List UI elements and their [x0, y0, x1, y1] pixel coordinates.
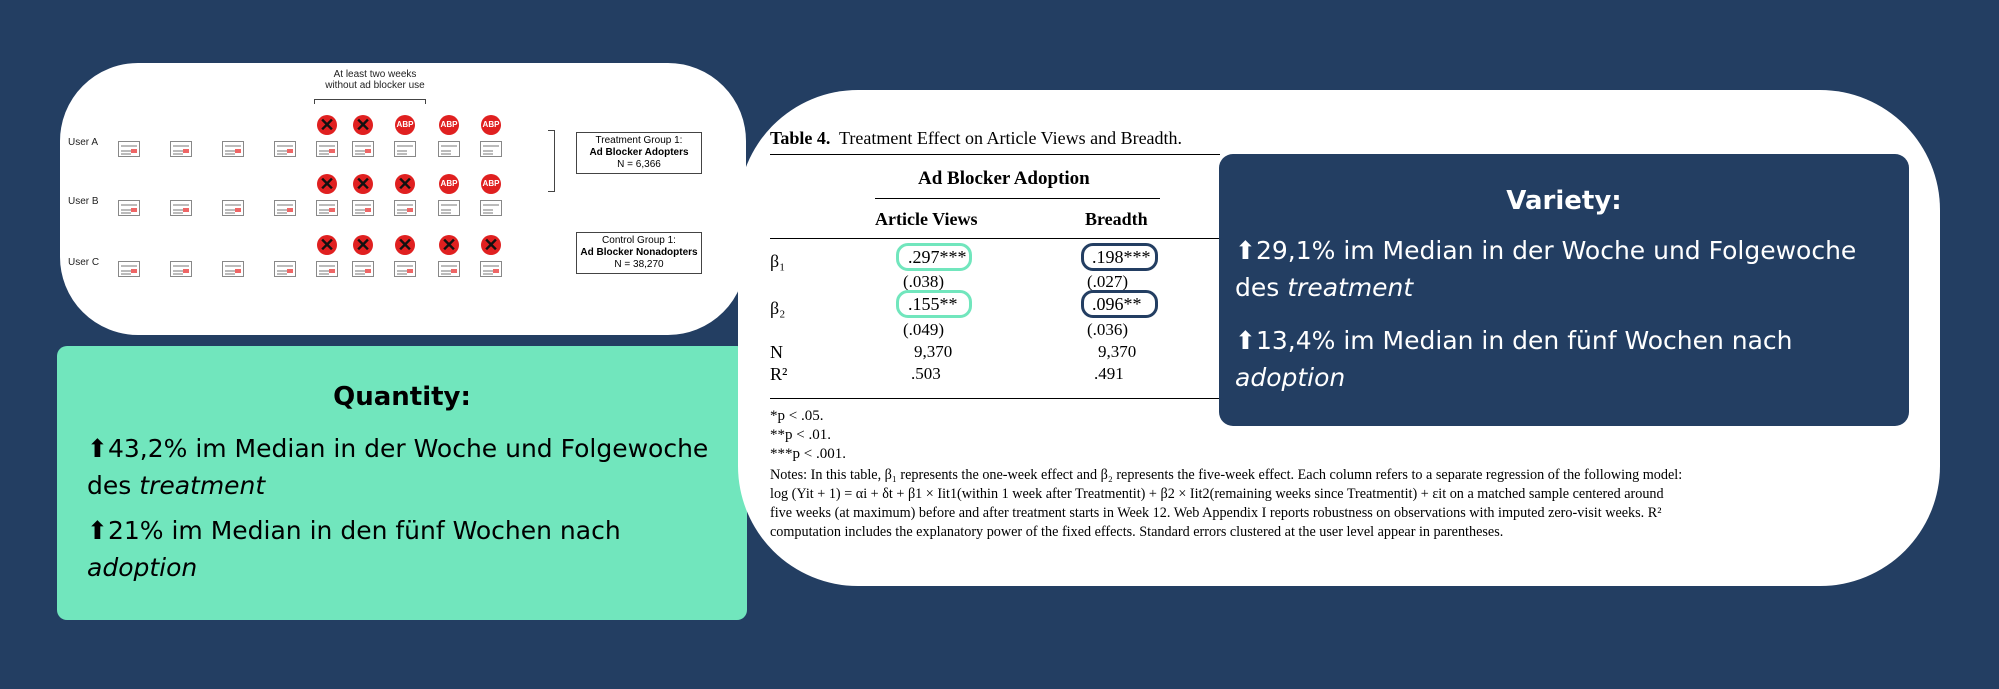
ad-blocker-off-icon	[353, 174, 373, 194]
web-page-icon	[352, 200, 374, 216]
notes-line-4: computation includes the explanatory power of the fixed effects. Standard errors clustered at the user level appear in parentheses.	[770, 524, 1504, 540]
control-line2: Ad Blocker Nonadopters	[580, 247, 698, 258]
study-design-diagram	[58, 61, 748, 337]
web-page-icon	[170, 141, 192, 157]
ad-blocker-off-icon	[481, 235, 501, 255]
beta2-breadth: .096**	[1092, 294, 1142, 314]
rule-bottom	[770, 398, 1220, 399]
web-page-icon	[480, 141, 502, 157]
web-page-icon	[316, 141, 338, 157]
notes-line-1: Notes: In this table, β₁ represents the one-week effect and β₂ represents the five-week effect. Each column refers to a separate regression of the following model:	[770, 467, 1683, 483]
web-page-icon	[316, 261, 338, 277]
beta2-se-article-views: (.049)	[903, 320, 945, 339]
n-article-views: 9,370	[914, 342, 953, 361]
r2-article-views: .503	[911, 364, 941, 383]
web-page-icon	[480, 200, 502, 216]
sig-3: ***p < .001.	[770, 446, 846, 462]
abp-sign-icon: ABP	[439, 174, 459, 194]
web-page-icon	[170, 200, 192, 216]
web-page-icon	[118, 200, 140, 216]
variety-b1-main: ⬆29,1% im Median in der Woche und Folgewoche	[1235, 236, 1857, 265]
abp-sign-icon: ABP	[439, 115, 459, 135]
web-page-icon	[480, 261, 502, 277]
variety-b1-cont: des	[1235, 273, 1288, 302]
rule-group	[875, 198, 1160, 199]
ad-blocker-off-icon	[317, 235, 337, 255]
ad-blocker-off-icon	[317, 115, 337, 135]
abp-sign-icon: ABP	[481, 115, 501, 135]
web-page-icon	[438, 261, 460, 277]
diagram-note-line1: At least two weeks	[333, 69, 417, 80]
bracket-top	[314, 99, 426, 104]
variety-bullet-1	[1235, 232, 1856, 306]
web-page-icon	[438, 200, 460, 216]
quantity-b1-italic: treatment	[139, 471, 266, 500]
variety-title: Variety:	[1506, 186, 1622, 216]
variety-bullet-2	[1235, 322, 1793, 396]
quantity-bullet-2	[87, 512, 621, 586]
ad-blocker-off-icon	[395, 235, 415, 255]
quantity-b2-italic: adoption	[87, 553, 198, 582]
web-page-icon	[118, 261, 140, 277]
variety-b2-italic: adoption	[1235, 363, 1346, 392]
control-line1: Control Group 1:	[602, 235, 676, 246]
variety-b2-main: ⬆13,4% im Median in den fünf Wochen nach	[1235, 326, 1793, 355]
web-page-icon	[222, 200, 244, 216]
abp-sign-icon: ABP	[395, 115, 415, 135]
web-page-icon	[222, 261, 244, 277]
beta1-se-article-views: (.038)	[903, 272, 945, 291]
variety-card	[1219, 154, 1909, 426]
web-page-icon	[352, 261, 374, 277]
web-page-icon	[394, 200, 416, 216]
quantity-title: Quantity:	[333, 382, 471, 412]
web-page-icon	[222, 141, 244, 157]
ad-blocker-off-icon	[353, 115, 373, 135]
treatment-line2: Ad Blocker Adopters	[589, 147, 689, 158]
diagram-note	[300, 69, 450, 91]
ad-blocker-off-icon	[353, 235, 373, 255]
r2-label: R²	[770, 364, 788, 384]
quantity-b1-main: ⬆43,2% im Median in der Woche und Folgewoche	[87, 434, 709, 463]
col-breadth: Breadth	[1085, 209, 1148, 229]
quantity-b1-cont: des	[87, 471, 140, 500]
bracket-right	[548, 130, 555, 192]
web-page-icon	[118, 141, 140, 157]
beta2-article-views: .155**	[908, 294, 958, 314]
control-line3: N = 38,270	[614, 259, 664, 270]
user-c-label: User C	[68, 257, 100, 268]
web-page-icon	[316, 200, 338, 216]
web-page-icon	[274, 141, 296, 157]
beta1-se-breadth: (.027)	[1087, 272, 1129, 291]
n-breadth: 9,370	[1098, 342, 1137, 361]
r2-breadth: .491	[1094, 364, 1124, 383]
treatment-line1: Treatment Group 1:	[595, 135, 683, 146]
web-page-icon	[394, 141, 416, 157]
web-page-icon	[274, 261, 296, 277]
beta2-se-breadth: (.036)	[1087, 320, 1129, 339]
treatment-line3: N = 6,366	[617, 159, 661, 170]
variety-b1-italic: treatment	[1287, 273, 1414, 302]
quantity-b2-main: ⬆21% im Median in den fünf Wochen nach	[87, 516, 621, 545]
sig-1: *p < .05.	[770, 408, 824, 424]
web-page-icon	[274, 200, 296, 216]
web-page-icon	[170, 261, 192, 277]
beta2-label: β₂	[770, 298, 786, 318]
control-group-box	[576, 232, 702, 274]
notes-line-3: five weeks (at maximum) before and after treatment starts in Week 12. Web Appendix I reports robustness on observations with imputed zero-visit weeks. R²	[770, 505, 1662, 521]
beta1-article-views: .297***	[908, 247, 967, 267]
web-page-icon	[438, 141, 460, 157]
rule-mid	[770, 238, 1220, 239]
table-title-rest: Treatment Effect on Article Views and Breadth.	[839, 128, 1183, 148]
web-page-icon	[394, 261, 416, 277]
web-page-icon	[352, 141, 374, 157]
group-header: Ad Blocker Adoption	[918, 168, 1090, 189]
diagram-note-line2: without ad blocker use	[325, 80, 425, 91]
ad-blocker-off-icon	[395, 174, 415, 194]
ad-blocker-off-icon	[317, 174, 337, 194]
col-article-views: Article Views	[875, 209, 978, 229]
treatment-group-box	[576, 132, 702, 174]
sig-2: **p < .01.	[770, 427, 831, 443]
user-b-label: User B	[68, 196, 99, 207]
quantity-card	[57, 346, 747, 620]
rule-top	[770, 154, 1220, 155]
table-title	[770, 128, 1182, 149]
notes-line-2: log (Yit + 1) = αi + δt + β1 × Iit1(within 1 week after Treatmentit) + β2 × Iit2(remaining weeks since Treatmentit) + εit on a matched sample centered around	[770, 486, 1664, 502]
ad-blocker-off-icon	[439, 235, 459, 255]
quantity-bullet-1	[87, 430, 708, 504]
beta1-label: β₁	[770, 251, 786, 271]
abp-sign-icon: ABP	[481, 174, 501, 194]
n-label: N	[770, 342, 783, 362]
user-a-label: User A	[68, 137, 99, 148]
beta1-breadth: .198***	[1092, 247, 1151, 267]
table-title-bold: Table 4.	[770, 128, 831, 148]
